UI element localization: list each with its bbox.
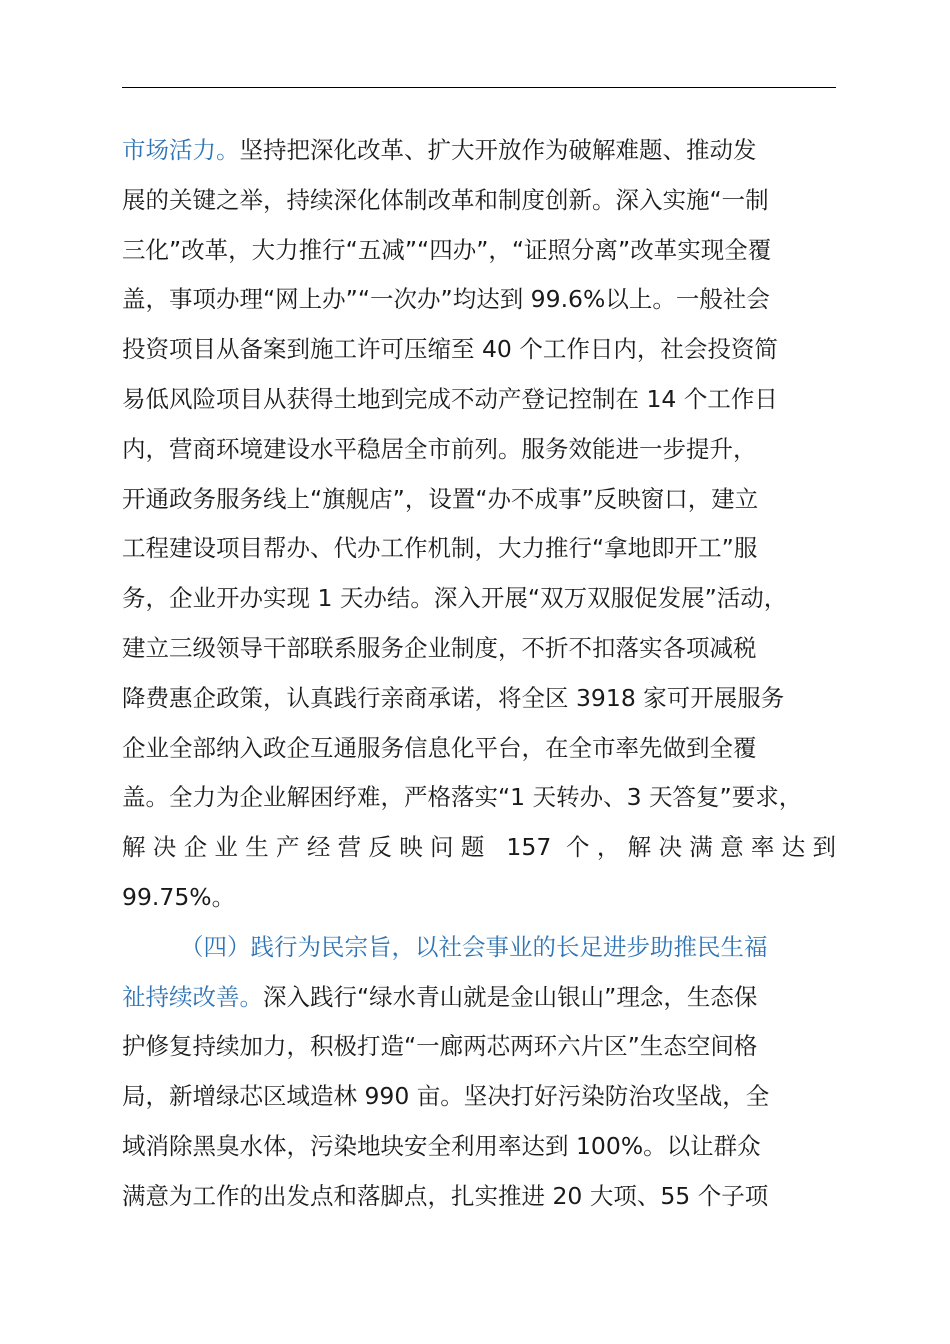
text-line xyxy=(122,1072,862,1122)
text-line xyxy=(122,674,862,724)
text-line xyxy=(122,574,862,624)
line-text: 务，企业开办实现 1 天办结。深入开展“双万双服促发展”活动， xyxy=(122,584,788,613)
line-text: 坚持把深化改革、扩大开放作为破解难题、推动发 xyxy=(239,136,757,164)
line-text: 盖。全力为企业解困纾难，严格落实“1 天转办、3 天答复”要求， xyxy=(122,783,803,812)
text-line-justified xyxy=(122,823,836,873)
text-line xyxy=(122,425,862,475)
text-line xyxy=(122,973,862,1023)
line-text: 盖，事项办理“网上办”“一次办”均达到 99.6%以上。一般社会 xyxy=(122,285,770,314)
highlight-phrase: 市场活力。 xyxy=(122,136,240,164)
text-line xyxy=(122,1172,862,1222)
text-line xyxy=(122,524,862,574)
header-rule xyxy=(122,87,836,88)
line-text: 局，新增绿芯区域造林 990 亩。坚决打好污染防治攻坚战，全 xyxy=(122,1082,770,1111)
line-text: 建立三级领导干部联系服务企业制度，不折不扣落实各项减税 xyxy=(122,633,757,662)
line-text: 开通政务服务线上“旗舰店”，设置“办不成事”反映窗口，建立 xyxy=(122,484,759,513)
text-line xyxy=(122,873,862,923)
line-text: 企业全部纳入政企互通服务信息化平台，在全市率先做到全覆 xyxy=(122,733,757,762)
section-heading-line xyxy=(122,923,862,973)
line-text: 易低风险项目从获得土地到完成不动产登记控制在 14 个工作日 xyxy=(122,384,778,413)
text-line xyxy=(122,275,862,325)
section-heading-continued: 祉持续改善。 xyxy=(122,982,263,1011)
text-line xyxy=(122,325,862,375)
line-text: 内，营商环境建设水平稳居全市前列。服务效能进一步提升， xyxy=(122,434,757,463)
line-text: 三化”改革，大力推行“五减”“四办”，“证照分离”改革实现全覆 xyxy=(122,235,772,264)
line-text: 满意为工作的出发点和落脚点，扎实推进 20 大项、55 个子项 xyxy=(122,1181,769,1210)
text-line xyxy=(122,773,862,823)
text-line xyxy=(122,724,862,774)
line-text: 深入践行“绿水青山就是金山银山”理念，生态保 xyxy=(263,982,758,1011)
text-line xyxy=(122,1122,862,1172)
line-text: 解决企业生产经营反映问题 157 个，解决满意率达到 xyxy=(122,833,836,862)
line-text: 展的关键之举，持续深化体制改革和制度创新。深入实施“一制 xyxy=(122,185,769,214)
text-line xyxy=(122,176,862,226)
text-line xyxy=(122,624,862,674)
line-text: 域消除黑臭水体，污染地块安全利用率达到 100%。以让群众 xyxy=(122,1131,761,1160)
text-line xyxy=(122,1022,862,1072)
line-text: 降费惠企政策，认真践行亲商承诺，将全区 3918 家可开展服务 xyxy=(122,683,785,712)
section-heading: （四）践行为民宗旨，以社会事业的长足进步助推民生福 xyxy=(180,932,768,961)
body-text xyxy=(122,126,862,1222)
line-text: 99.75%。 xyxy=(122,882,236,911)
text-line xyxy=(122,475,862,525)
line-text: 护修复持续加力，积极打造“一廊两芯两环六片区”生态空间格 xyxy=(122,1032,758,1061)
line-text: 投资项目从备案到施工许可压缩至 40 个工作日内，社会投资简 xyxy=(122,335,778,364)
line-text: 工程建设项目帮办、代办工作机制，大力推行“拿地即开工”服 xyxy=(122,534,758,563)
text-line xyxy=(122,226,862,276)
text-line xyxy=(122,126,862,176)
text-line xyxy=(122,375,862,425)
